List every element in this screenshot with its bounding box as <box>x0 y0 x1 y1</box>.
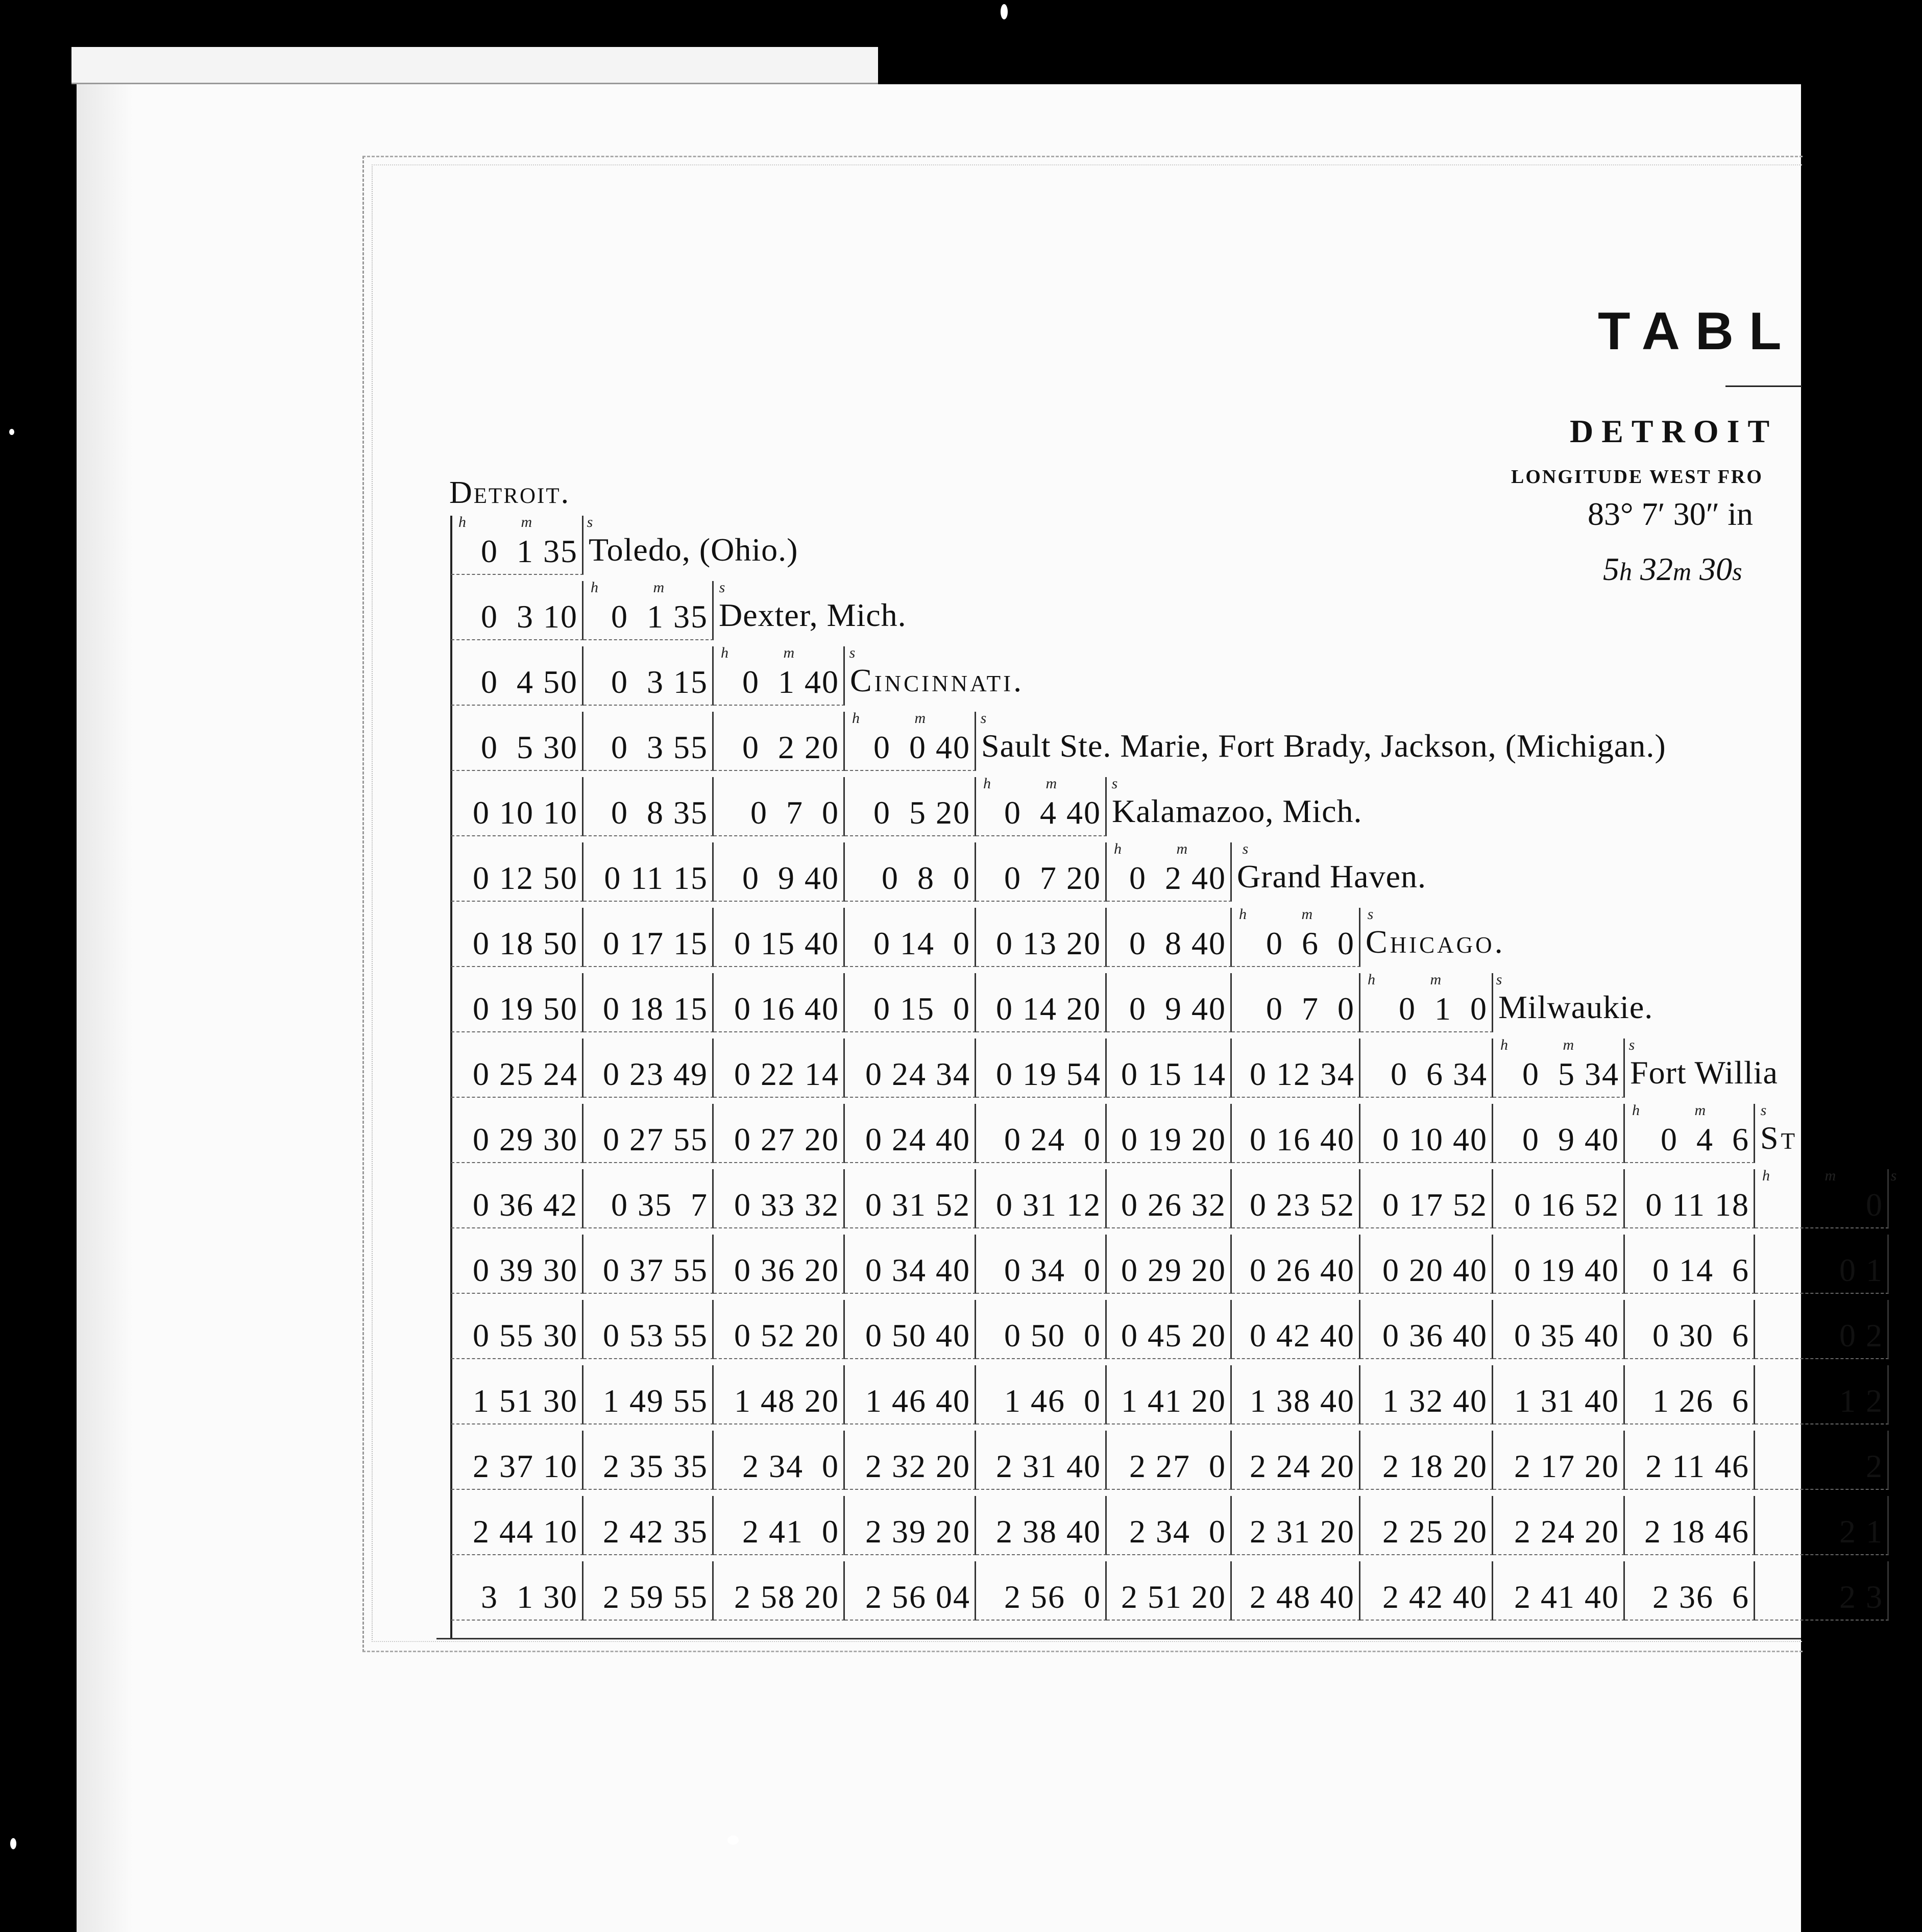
time-difference-value: 0 34 0 <box>1004 1252 1101 1288</box>
time-difference-value: 0 18 15 <box>603 991 708 1027</box>
time-difference-value: 0 31 12 <box>996 1187 1101 1223</box>
time-difference-value: 0 24 34 <box>865 1056 970 1092</box>
time-difference-value: 0 1 <box>1839 1252 1883 1288</box>
time-difference-value: 0 22 14 <box>734 1056 839 1092</box>
place-name: St <box>1760 1120 1798 1156</box>
time-difference-value: 0 27 20 <box>734 1121 839 1157</box>
table-cell <box>714 1431 845 1490</box>
table-cell <box>714 777 845 836</box>
table-cell <box>1360 1169 1493 1228</box>
time-difference-value: 0 6 34 <box>1391 1056 1488 1092</box>
time-difference-value: 0 20 40 <box>1382 1252 1488 1288</box>
table-cell <box>451 1300 583 1359</box>
table-cell <box>845 1235 976 1294</box>
table-cell <box>1625 1365 1755 1424</box>
table-cell <box>1625 1431 1755 1490</box>
table-cell <box>976 1104 1107 1163</box>
place-name: Chicago. <box>1366 924 1505 960</box>
table-cell <box>976 1300 1107 1359</box>
table-cell <box>976 842 1107 902</box>
time-difference-value: 0 27 55 <box>603 1121 708 1157</box>
table-cell <box>1625 1235 1755 1294</box>
time-difference-value: 0 15 0 <box>873 991 970 1027</box>
hms-unit-label: h m s <box>1239 906 1399 923</box>
table-cell <box>583 1235 714 1294</box>
time-difference-value: 0 4 6 <box>1661 1121 1749 1157</box>
time-difference-value: 2 42 35 <box>603 1513 708 1550</box>
table-cell <box>1107 1039 1232 1098</box>
table-cell <box>845 973 976 1032</box>
table-cell <box>1360 1496 1493 1555</box>
table-cell <box>714 1104 845 1163</box>
hms-unit-label: h m s <box>591 579 751 596</box>
time-difference-value: 0 36 20 <box>734 1252 839 1288</box>
time-difference-value: 0 23 49 <box>603 1056 708 1092</box>
time-difference-value: 0 25 24 <box>473 1056 578 1092</box>
table-cell <box>583 1365 714 1424</box>
time-difference-value: 0 9 40 <box>1129 991 1226 1027</box>
time-difference-value: 2 31 20 <box>1250 1513 1355 1550</box>
table-cell <box>1107 1496 1232 1555</box>
table-cell <box>1107 908 1232 967</box>
table-cell <box>1493 1365 1625 1424</box>
time-difference-value: 2 56 0 <box>1004 1579 1101 1615</box>
hms-unit-label: h m s <box>1762 1167 1922 1184</box>
table-cell <box>845 1561 976 1621</box>
table-cell <box>451 712 583 771</box>
time-difference-value: 0 3 55 <box>611 729 708 765</box>
table-cell <box>976 1039 1107 1098</box>
table-cell <box>1625 1496 1755 1555</box>
time-difference-value: 0 50 40 <box>865 1317 970 1354</box>
time-difference-value: 0 55 30 <box>473 1317 578 1354</box>
time-difference-value: 0 9 40 <box>742 860 839 896</box>
table-cell <box>714 1365 845 1424</box>
table-cell <box>451 1496 583 1555</box>
time-hours: 5 <box>1603 551 1619 587</box>
origin-city: Detroit. <box>449 475 571 510</box>
table-cell <box>714 1496 845 1555</box>
table-cell <box>976 908 1107 967</box>
place-name: Grand Haven. <box>1237 858 1426 895</box>
table-cell <box>1493 1496 1625 1555</box>
time-difference-value: 1 46 0 <box>1004 1383 1101 1419</box>
time-difference-value: 0 29 30 <box>473 1121 578 1157</box>
table-cell <box>976 1496 1107 1555</box>
time-difference-value: 2 59 55 <box>603 1579 708 1615</box>
table-cell <box>583 1431 714 1490</box>
table-cell <box>583 842 714 902</box>
time-difference-value: 0 26 32 <box>1121 1187 1226 1223</box>
time-difference-value: 0 12 50 <box>473 860 578 896</box>
time-difference-value: 0 12 34 <box>1250 1056 1355 1092</box>
table-cell <box>714 1300 845 1359</box>
time-difference-value: 2 42 40 <box>1382 1579 1488 1615</box>
time-difference-value: 2 34 0 <box>1129 1513 1226 1550</box>
place-name: Fort Willia <box>1630 1054 1778 1091</box>
time-difference-value: 0 5 34 <box>1522 1056 1619 1092</box>
table-cell <box>845 1431 976 1490</box>
table-cell <box>845 842 976 902</box>
table-cell <box>1232 1496 1360 1555</box>
table-cell <box>1360 1431 1493 1490</box>
place-name: Milwaukie. <box>1498 989 1653 1025</box>
time-difference-value: 0 24 40 <box>865 1121 970 1157</box>
place-name: Dexter, Mich. <box>719 597 907 633</box>
hms-unit-label: h m s <box>983 775 1144 792</box>
time-difference-value: 0 6 0 <box>1266 925 1355 961</box>
table-cell <box>583 1300 714 1359</box>
time-difference-value: 0 9 40 <box>1522 1121 1619 1157</box>
time-difference-value: 0 1 35 <box>611 598 708 635</box>
time-difference-value: 2 58 20 <box>734 1579 839 1615</box>
time-difference-value: 2 38 40 <box>996 1513 1101 1550</box>
time-difference-value: 1 31 40 <box>1514 1383 1619 1419</box>
table-cell <box>845 1496 976 1555</box>
time-difference-value: 0 7 20 <box>1004 860 1101 896</box>
time-difference-value: 0 45 20 <box>1121 1317 1226 1354</box>
time-difference-value: 2 17 20 <box>1514 1448 1619 1484</box>
hms-unit-label: h m s <box>721 644 881 661</box>
table-cell <box>1755 1496 1889 1555</box>
hms-unit-label: h m s <box>1632 1102 1792 1119</box>
time-difference-value: 0 31 52 <box>865 1187 970 1223</box>
longitude-label: LONGITUDE WEST FRO <box>1511 466 1763 488</box>
time-difference-value: 1 51 30 <box>473 1383 578 1419</box>
table-cell <box>1625 1561 1755 1621</box>
time-difference-value: 3 1 30 <box>481 1579 578 1615</box>
table-cell <box>1360 1561 1493 1621</box>
table-cell <box>976 1431 1107 1490</box>
time-difference-value: 1 48 20 <box>734 1383 839 1419</box>
seconds-unit: s <box>1732 557 1742 586</box>
time-difference-value: 1 2 <box>1839 1383 1883 1419</box>
time-difference-value: 0 14 20 <box>996 991 1101 1027</box>
time-difference-value: 0 42 40 <box>1250 1317 1355 1354</box>
table-cell <box>451 1169 583 1228</box>
table-cell <box>845 1104 976 1163</box>
time-difference-value: 0 8 0 <box>882 860 970 896</box>
time-difference-value: 1 32 40 <box>1382 1383 1488 1419</box>
table-cell <box>451 1365 583 1424</box>
time-difference-value: 0 0 40 <box>873 729 970 765</box>
place-name: Cincinnati. <box>850 662 1025 698</box>
table-cell <box>714 1561 845 1621</box>
table-cell <box>583 1496 714 1555</box>
time-difference-value: 2 24 20 <box>1514 1513 1619 1550</box>
hms-unit-label: h m s <box>1114 840 1274 857</box>
time-difference-value: 0 15 14 <box>1121 1056 1226 1092</box>
time-difference-value: 2 56 04 <box>865 1579 970 1615</box>
time-difference-value: 2 <box>1866 1448 1883 1484</box>
time-difference-value: 0 4 40 <box>1004 794 1101 831</box>
table-cell <box>1107 1561 1232 1621</box>
table-cell <box>451 973 583 1032</box>
table-cell <box>714 712 845 771</box>
speck <box>9 429 14 435</box>
table-cell <box>583 777 714 836</box>
time-difference-value: 1 41 20 <box>1121 1383 1226 1419</box>
time-difference-value: 0 8 35 <box>611 794 708 831</box>
table-cell <box>1107 1431 1232 1490</box>
table-cell <box>976 973 1107 1032</box>
table-cell <box>845 1039 976 1098</box>
hours-unit: h <box>1619 557 1632 586</box>
table-cell <box>845 1300 976 1359</box>
time-difference-value: 0 10 10 <box>473 794 578 831</box>
table-cell <box>1232 973 1360 1032</box>
table-cell <box>1493 1431 1625 1490</box>
time-difference-value: 0 14 0 <box>873 925 970 961</box>
time-difference-value: 2 24 20 <box>1250 1448 1355 1484</box>
time-difference-value: 0 24 0 <box>1004 1121 1101 1157</box>
table-cell <box>845 1365 976 1424</box>
paper-strip <box>71 47 878 84</box>
table-cell <box>1232 1235 1360 1294</box>
time-difference-value: 2 32 20 <box>865 1448 970 1484</box>
time-difference-value: 0 2 20 <box>742 729 839 765</box>
time-difference-value: 2 3 <box>1839 1579 1883 1615</box>
time-difference-value: 0 8 40 <box>1129 925 1226 961</box>
page-fold <box>77 84 133 1932</box>
table-cell <box>1755 1300 1889 1359</box>
table-cell <box>1493 1561 1625 1621</box>
time-difference-value: 0 1 0 <box>1399 991 1488 1027</box>
table-cell <box>1360 1365 1493 1424</box>
table-cell <box>1232 1104 1360 1163</box>
time-difference-value: 0 17 52 <box>1382 1187 1488 1223</box>
time-difference-value: 0 50 0 <box>1004 1317 1101 1354</box>
time-difference-value: 0 37 55 <box>603 1252 708 1288</box>
table-cell <box>714 973 845 1032</box>
hms-unit-label: h m s <box>852 710 1012 727</box>
time-difference-value: 0 4 50 <box>481 664 578 700</box>
longitude-arc: 83° 7′ 30″ in <box>1588 496 1754 532</box>
table-cell <box>1360 1300 1493 1359</box>
time-difference-value: 0 5 30 <box>481 729 578 765</box>
table-cell <box>583 712 714 771</box>
hms-unit-label: h m s <box>458 514 619 530</box>
time-difference-value: 1 26 6 <box>1652 1383 1749 1419</box>
time-difference-value: 0 33 32 <box>734 1187 839 1223</box>
table-cell <box>1107 1169 1232 1228</box>
minutes-unit: m <box>1673 557 1692 586</box>
table-cell <box>714 842 845 902</box>
table-cell <box>1107 973 1232 1032</box>
table-cell <box>1232 1039 1360 1098</box>
time-difference-value: 0 53 55 <box>603 1317 708 1354</box>
time-difference-value: 0 26 40 <box>1250 1252 1355 1288</box>
table-cell <box>1493 1300 1625 1359</box>
time-difference-value: 0 2 40 <box>1129 860 1226 896</box>
time-difference-value: 0 52 20 <box>734 1317 839 1354</box>
longitude-time <box>1603 550 1742 588</box>
time-difference-value: 0 19 50 <box>473 991 578 1027</box>
time-difference-value: 0 5 20 <box>873 794 970 831</box>
time-difference-value: 0 3 10 <box>481 598 578 635</box>
table-cell <box>1107 1365 1232 1424</box>
time-difference-value: 2 31 40 <box>996 1448 1101 1484</box>
table-cell <box>714 908 845 967</box>
table-cell <box>451 1104 583 1163</box>
table-cell <box>1232 1365 1360 1424</box>
table-cell <box>451 1561 583 1621</box>
table-cell <box>583 908 714 967</box>
time-difference-value: 0 14 6 <box>1652 1252 1749 1288</box>
time-difference-value: 0 7 0 <box>750 794 839 831</box>
time-difference-value: 0 16 52 <box>1514 1187 1619 1223</box>
table-cell <box>451 842 583 902</box>
table-cell <box>451 1431 583 1490</box>
table-cell <box>1360 1104 1493 1163</box>
time-difference-value: 0 36 42 <box>473 1187 578 1223</box>
table-cell <box>451 777 583 836</box>
time-difference-value: 2 37 10 <box>473 1448 578 1484</box>
table-cell <box>714 1235 845 1294</box>
table-cell <box>583 1169 714 1228</box>
time-difference-value: 2 39 20 <box>865 1513 970 1550</box>
time-difference-value: 1 49 55 <box>603 1383 708 1419</box>
time-difference-value: 0 2 <box>1839 1317 1883 1354</box>
table-cell <box>451 646 583 706</box>
table-cell <box>451 581 583 640</box>
table-cell <box>976 1235 1107 1294</box>
time-difference-value: 2 1 <box>1839 1513 1883 1550</box>
time-difference-value: 1 38 40 <box>1250 1383 1355 1419</box>
time-difference-value: 0 18 50 <box>473 925 578 961</box>
time-difference-value: 0 16 40 <box>1250 1121 1355 1157</box>
table-cell <box>1755 1235 1889 1294</box>
time-difference-value: 2 36 6 <box>1652 1579 1749 1615</box>
time-difference-value: 0 39 30 <box>473 1252 578 1288</box>
table-cell <box>714 1169 845 1228</box>
time-difference-value: 2 51 20 <box>1121 1579 1226 1615</box>
hms-unit-label: h m s <box>1368 971 1528 988</box>
time-difference-value: 0 10 40 <box>1382 1121 1488 1157</box>
table-cell <box>1755 1561 1889 1621</box>
table-subtitle: DETROIT <box>1570 413 1778 449</box>
title-rule <box>1725 385 1802 387</box>
time-difference-value: 2 48 40 <box>1250 1579 1355 1615</box>
speck <box>727 1836 739 1845</box>
time-difference-value: 0 13 20 <box>996 925 1101 961</box>
time-difference-value: 0 30 6 <box>1652 1317 1749 1354</box>
time-difference-value: 0 15 40 <box>734 925 839 961</box>
table-cell <box>1360 1235 1493 1294</box>
time-difference-value: 0 7 0 <box>1266 991 1355 1027</box>
table-cell <box>583 1104 714 1163</box>
time-difference-value: 0 16 40 <box>734 991 839 1027</box>
time-difference-value: 0 29 20 <box>1121 1252 1226 1288</box>
table-cell <box>1232 1431 1360 1490</box>
table-cell <box>1493 1104 1625 1163</box>
table-cell <box>1625 1169 1755 1228</box>
time-minutes: 32 <box>1640 551 1673 587</box>
hms-unit-label: h m s <box>1500 1036 1661 1053</box>
time-difference-value: 0 19 40 <box>1514 1252 1619 1288</box>
table-cell <box>1232 1169 1360 1228</box>
time-difference-value: 0 3 15 <box>611 664 708 700</box>
place-name: Sault Ste. Marie, Fort Brady, Jackson, (Michigan.) <box>981 728 1666 764</box>
grid-bottom-rule <box>436 1638 1801 1639</box>
time-difference-value: 0 35 7 <box>611 1187 708 1223</box>
time-difference-value: 2 34 0 <box>742 1448 839 1484</box>
table-cell <box>1360 1039 1493 1098</box>
time-difference-value: 2 35 35 <box>603 1448 708 1484</box>
table-cell <box>1493 1235 1625 1294</box>
time-difference-value: 0 36 40 <box>1382 1317 1488 1354</box>
time-difference-value: 0 1 40 <box>742 664 839 700</box>
table-cell <box>1755 1431 1889 1490</box>
time-difference-value: 0 11 15 <box>604 860 708 896</box>
table-cell <box>1493 1169 1625 1228</box>
speck <box>10 1838 16 1849</box>
time-difference-value: 2 41 0 <box>742 1513 839 1550</box>
table-cell <box>845 777 976 836</box>
time-difference-value: 0 34 40 <box>865 1252 970 1288</box>
table-cell <box>1107 1235 1232 1294</box>
time-difference-value: 0 35 40 <box>1514 1317 1619 1354</box>
table-cell <box>845 1169 976 1228</box>
time-difference-value: 0 1 35 <box>481 533 578 569</box>
table-cell <box>451 1235 583 1294</box>
table-cell <box>1755 1365 1889 1424</box>
time-difference-value: 0 23 52 <box>1250 1187 1355 1223</box>
table-cell <box>451 1039 583 1098</box>
place-name: Kalamazoo, Mich. <box>1112 793 1363 829</box>
table-cell <box>1232 1300 1360 1359</box>
time-difference-value: 2 11 46 <box>1645 1448 1749 1484</box>
table-cell <box>451 908 583 967</box>
time-difference-value: 2 18 20 <box>1382 1448 1488 1484</box>
table-cell <box>583 1561 714 1621</box>
place-name: Toledo, (Ohio.) <box>589 532 798 568</box>
table-cell <box>976 1169 1107 1228</box>
time-difference-value: 0 17 15 <box>603 925 708 961</box>
time-difference-value: 2 25 20 <box>1382 1513 1488 1550</box>
speck <box>1001 4 1008 19</box>
table-cell <box>583 973 714 1032</box>
time-difference-value: 1 46 40 <box>865 1383 970 1419</box>
time-difference-value: 0 19 20 <box>1121 1121 1226 1157</box>
time-difference-value: 0 11 18 <box>1645 1187 1749 1223</box>
time-seconds: 30 <box>1699 551 1733 587</box>
table-cell <box>583 1039 714 1098</box>
table-cell <box>1107 1104 1232 1163</box>
table-cell <box>976 1561 1107 1621</box>
time-difference-value: 2 27 0 <box>1129 1448 1226 1484</box>
time-difference-value: 2 18 46 <box>1644 1513 1749 1550</box>
table-cell <box>714 1039 845 1098</box>
table-cell <box>1625 1300 1755 1359</box>
time-difference-value: 0 <box>1866 1187 1883 1223</box>
time-difference-value: 2 44 10 <box>473 1513 578 1550</box>
table-cell <box>845 908 976 967</box>
table-cell <box>1107 1300 1232 1359</box>
time-difference-value: 0 19 54 <box>996 1056 1101 1092</box>
table-title: TABL <box>1598 302 1797 361</box>
table-cell <box>976 1365 1107 1424</box>
table-cell <box>583 646 714 706</box>
table-cell <box>1232 1561 1360 1621</box>
time-difference-value: 2 41 40 <box>1514 1579 1619 1615</box>
